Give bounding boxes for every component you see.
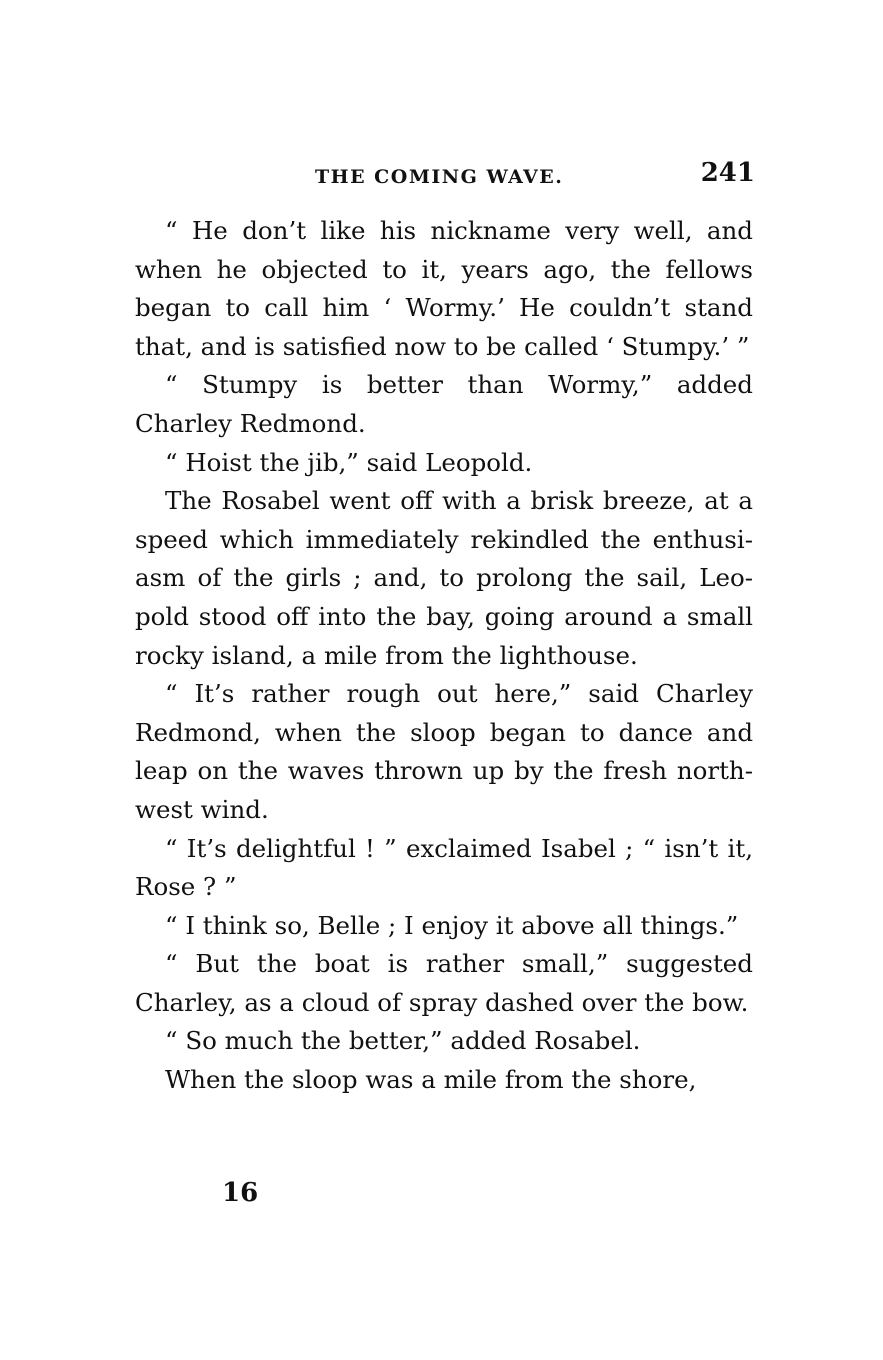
signature-mark: 16 <box>222 1178 259 1208</box>
paragraph: “ But the boat is rather small,” suggested Charley, as a cloud of spray dashed over the bow. <box>135 949 753 1017</box>
paragraph: “ It’s rather rough out here,” said Charley Redmond, when the sloop began to dance and leap on the waves thrown up by the fresh north-west wind. <box>135 679 753 824</box>
paragraph: When the sloop was a mile from the shore, <box>165 1065 697 1095</box>
paragraph: “ Hoist the jib,” said Leopold. <box>165 447 533 477</box>
paragraph: “ It’s delightful ! ” exclaimed Isabel ; “ isn’t it, Rose ? ” <box>135 833 753 902</box>
paragraph: “ Stumpy is better than Wormy,” added Charley Redmond. <box>135 370 753 438</box>
paragraph: The Rosabel went off with a brisk breeze, at a speed which immediately rekindled the enthusiasm of the girls ; and, to prolong the sail, Leopold stood off into the bay, going around a small rocky island, a mile from the lighthouse. <box>135 486 753 670</box>
running-title: THE COMING WAVE. <box>315 166 564 188</box>
page-number: 241 <box>700 158 755 188</box>
running-head <box>135 158 755 194</box>
paragraph: “ So much the better,” added Rosabel. <box>165 1026 641 1056</box>
body-text <box>135 212 753 1100</box>
paragraph: “ He don’t like his nickname very well, and when he objected to it, years ago, the fellows began to call him ‘ Wormy.’ He couldn’t stand that, and is satisfied now to be called ‘ Stumpy.’ ” <box>135 216 753 361</box>
paragraph: “ I think so, Belle ; I enjoy it above all things.” <box>165 910 739 940</box>
